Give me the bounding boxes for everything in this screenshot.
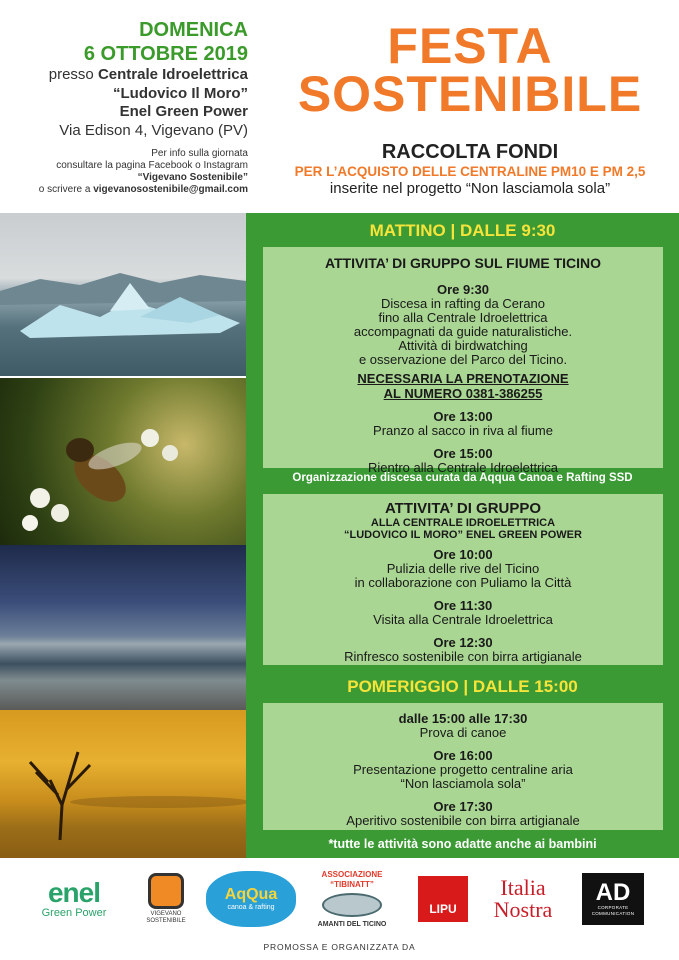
savanna-tree-photo <box>0 710 246 858</box>
enel-green-power-logo: enel Green Power <box>41 876 107 919</box>
event-title-block <box>270 18 670 198</box>
venue-name: “Ludovico Il Moro” <box>113 84 248 102</box>
aqqua-logo: AqQua canoa & rafting <box>206 868 296 930</box>
venue-company: Enel Green Power <box>119 103 248 120</box>
vigevano-sostenibile-logo: VIGEVANO SOSTENIBILE <box>136 868 196 930</box>
glacier-photo <box>0 213 246 376</box>
fish-icon <box>322 893 382 917</box>
title-line-1: FESTA <box>387 18 553 74</box>
morning-header: MATTINO | DALLE 9:30 <box>369 221 556 240</box>
italia-nostra-logo: Italia Nostra <box>493 875 553 922</box>
event-day: DOMENICA <box>139 19 248 41</box>
organization-note: Organizzazione discesa curata da Aqqua Canoa e Rafting SSD <box>292 472 633 484</box>
lipu-logo: LIPU <box>418 868 468 930</box>
ad-logo: AD CORPORATE COMMUNICATION <box>582 868 644 930</box>
event-date: 6 OTTOBRE 2019 <box>83 43 248 65</box>
river-activities-box: ATTIVITA’ DI GRUPPO SUL FIUME TICINO Ore 9:30 Discesa in rafting da Cerano fino alla Centrale Idroelettrica accompagnati da guide naturalistiche. Attività di birdwatching e osservazione del Parco del Ticino. NECESSARIA LA PRENOTAZIONE AL NUMERO 0381-386255 Ore 13:00 Pranzo al sacco in riva al fiume Ore 15:00 Rientro alla Centrale Idroelettrica <box>263 247 663 468</box>
fundraising-label: RACCOLTA FONDI <box>381 141 559 163</box>
more-info: Per info sulla giornata consultare la pagina Facebook o Instagram “Vigevano Sostenibile” o scrivere a vigevanosostenibile@gmail.com <box>38 148 248 195</box>
project-name: inserite nel progetto “Non lasciamola sola” <box>329 180 611 197</box>
plant-title: ATTIVITA’ DI GRUPPO <box>384 500 542 517</box>
bee-photo <box>0 378 246 545</box>
fundraising-purpose: PER L’ACQUISTO DELLE CENTRALINE PM10 E PM 2,5 <box>294 164 646 179</box>
tibinatt-logo: ASSOCIAZIONE “TIBINATT” AMANTI DEL TICINO <box>317 869 387 928</box>
venue-address: Via Edison 4, Vigevano (PV) <box>59 121 248 139</box>
river-title: ATTIVITA’ DI GRUPPO SUL FIUME TICINO <box>324 255 602 271</box>
vigevano-sostenibile-icon <box>148 873 184 909</box>
booking-phone[interactable]: AL NUMERO 0381-386255 <box>383 386 543 401</box>
event-info <box>10 18 248 196</box>
booking-note: NECESSARIA LA PRENOTAZIONE <box>357 371 569 386</box>
program-panel <box>246 213 679 858</box>
promoted-by-label: PROMOSSA E ORGANIZZATA DA <box>263 942 416 952</box>
children-note: *tutte le attività sono adatte anche ai bambini <box>328 837 597 851</box>
title-line-2: SOSTENIBILE <box>297 66 643 122</box>
afternoon-header: POMERIGGIO | DALLE 15:00 <box>347 677 578 696</box>
venue-line: presso Centrale Idroelettrica <box>48 66 248 83</box>
storm-sea-photo <box>0 545 246 710</box>
plant-activities-box: ATTIVITA’ DI GRUPPO ALLA CENTRALE IDROELETTRICA “LUDOVICO IL MORO” ENEL GREEN POWER Ore 10:00 Pulizia delle rive del Ticino in collaborazione con Puliamo la Città Ore 11:30 Visita alla Centrale Idroelettrica Ore 12:30 Rinfresco sostenibile con birra artigianale <box>263 494 663 665</box>
afternoon-activities-box: dalle 15:00 alle 17:30 Prova di canoe Ore 16:00 Presentazione progetto centraline aria “Non lasciamola sola” Ore 17:30 Aperitivo sostenibile con birra artigianale <box>263 703 663 830</box>
contact-email[interactable]: vigevanosostenibile@gmail.com <box>93 184 248 195</box>
